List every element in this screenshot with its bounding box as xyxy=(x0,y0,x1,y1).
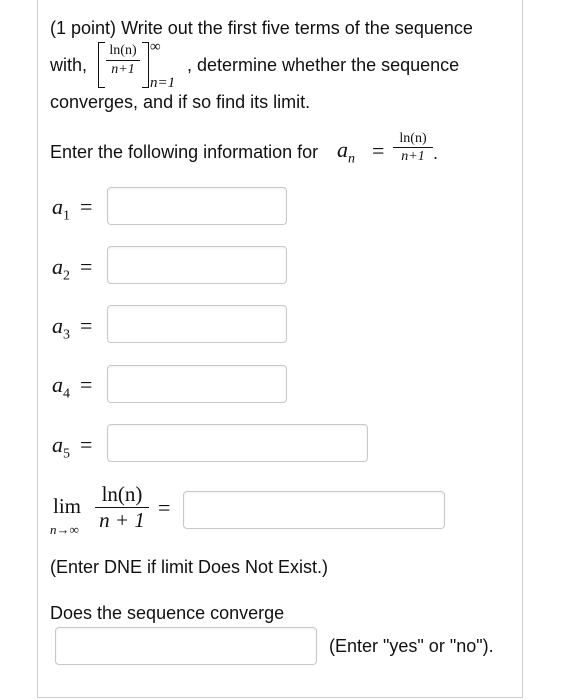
an-period: . xyxy=(433,143,439,163)
term-label-a5: $a_5$ xyxy=(52,432,70,462)
a2-input[interactable] xyxy=(107,246,287,284)
determine-text: determine whether the sequence xyxy=(197,55,460,75)
limit-equals: = xyxy=(158,495,171,520)
lim-label: lim xyxy=(53,494,82,518)
sequence-numerator: ln(n) xyxy=(109,43,137,58)
an-equals: = xyxy=(372,138,385,163)
an-denominator: n+1 xyxy=(401,149,425,164)
comma: , xyxy=(187,55,193,75)
a5-input[interactable] xyxy=(107,424,368,462)
points-label: (1 point) xyxy=(50,18,117,38)
with-label: with, xyxy=(50,55,88,75)
lower-bound: n=1 xyxy=(150,75,176,91)
dne-note: (Enter DNE if limit Does Not Exist.) xyxy=(50,557,329,577)
a4-input[interactable] xyxy=(107,365,287,403)
term-label-a3: $a_3$ xyxy=(52,313,70,343)
limit-denominator: n + 1 xyxy=(99,508,145,532)
term-label-a2: $a_2$ xyxy=(52,254,70,284)
limit-input[interactable] xyxy=(183,491,445,529)
term-equals-a3: = xyxy=(80,313,93,338)
converge-input[interactable] xyxy=(55,627,317,665)
a1-input[interactable] xyxy=(107,187,287,225)
an-numerator: ln(n) xyxy=(399,131,427,146)
converge-hint: (Enter "yes" or "no"). xyxy=(329,636,494,656)
enter-info-text: Enter the following information for xyxy=(50,142,319,162)
term-equals-a4: = xyxy=(80,372,93,397)
an-fraction xyxy=(393,130,433,165)
term-label-a1: $a_1$ xyxy=(52,194,70,224)
converges-text: converges, and if so find its limit. xyxy=(50,92,311,112)
lim-under: n→∞ xyxy=(50,522,79,537)
right-bracket xyxy=(142,42,149,88)
sequence-denominator: n+1 xyxy=(111,62,135,77)
term-label-a4: $a_4$ xyxy=(52,372,70,402)
an-label: $a_n$ xyxy=(337,137,355,167)
term-equals-a1: = xyxy=(80,194,93,219)
converge-question: Does the sequence converge xyxy=(50,603,285,623)
term-equals-a2: = xyxy=(80,254,93,279)
a3-input[interactable] xyxy=(107,305,287,343)
sequence-fraction xyxy=(106,42,140,79)
term-equals-a5: = xyxy=(80,432,93,457)
upper-bound: ∞ xyxy=(150,39,161,55)
intro-text: Write out the first five terms of the sequence xyxy=(121,18,473,38)
problem-intro xyxy=(50,17,473,39)
left-bracket xyxy=(98,42,105,88)
limit-numerator: ln(n) xyxy=(101,482,143,506)
limit-fraction xyxy=(95,482,149,533)
